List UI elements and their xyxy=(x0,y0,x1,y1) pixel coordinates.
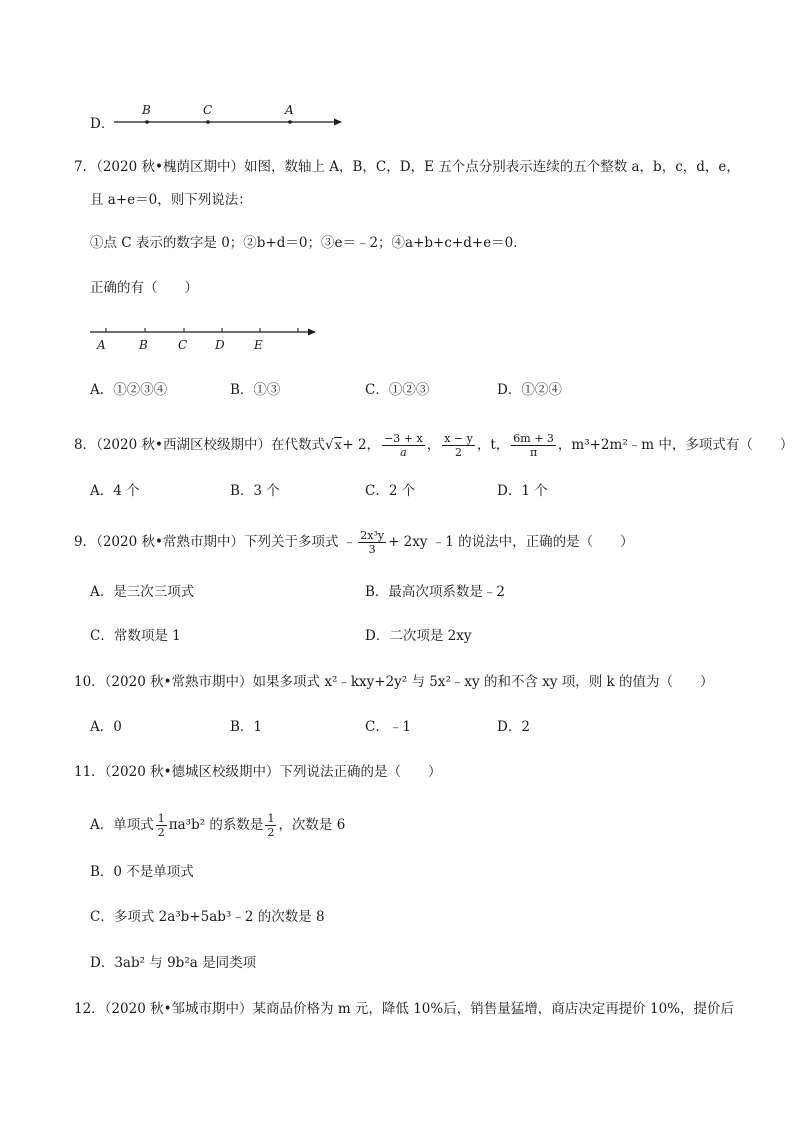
q8-fraction-3-denominator: π xyxy=(529,446,538,459)
q10-stem: 10．（2020 秋•常熟市期中）如果多项式 x²﹣kxy+2y² 与 5x²﹣xy 的和不含 xy 项，则 k 的值为（ ） xyxy=(74,674,714,690)
q8-sqrt-expression: √x xyxy=(324,437,342,453)
q7-point-c-label: C xyxy=(178,338,188,352)
q8-fraction-1-numerator: −3 + x xyxy=(384,432,423,445)
q8-sqrt-radicand: x xyxy=(334,438,342,452)
q11-option-a-mid: πa³b² 的系数是 xyxy=(168,817,264,833)
q9-stem xyxy=(74,522,634,562)
q7-point-b-label: B xyxy=(139,338,148,352)
q7-option-a[interactable]: A．①②③④ xyxy=(90,382,168,398)
q6-option-d-label: D． xyxy=(90,116,115,132)
q11-option-a-prefix: A．单项式 xyxy=(90,817,154,833)
q10-option-d[interactable]: D．2 xyxy=(497,719,530,735)
q8-option-d[interactable]: D．1 个 xyxy=(497,483,548,499)
q9-fraction-denominator: 3 xyxy=(368,543,376,556)
q8-fraction-1-denominator: a xyxy=(400,446,407,459)
q11-option-a-suffix: ，次数是 6 xyxy=(278,817,346,833)
q7-stem-line2: 且 a+e＝0，则下列说法： xyxy=(90,192,252,208)
q7-statements: ①点 C 表示的数字是 0；②b+d＝0；③e＝﹣2；④a+b+c+d+e＝0． xyxy=(90,235,527,251)
q9-option-d[interactable]: D．二次项是 2xy xyxy=(365,628,472,644)
q9-stem-prefix: 9．（2020 秋•常熟市期中）下列关于多项式 ﹣ xyxy=(74,534,357,550)
q11-option-a[interactable] xyxy=(90,805,345,845)
q8-after-sqrt: + 2， xyxy=(342,437,381,453)
q6-point-b-label: B xyxy=(142,103,151,117)
q7-ask: 正确的有（ ） xyxy=(90,280,198,296)
q6-point-c-label: C xyxy=(203,103,213,117)
q9-fraction-numerator: 2x³y xyxy=(360,529,385,542)
q6-number-line xyxy=(110,100,350,140)
q11-option-a-fraction-1-denominator: 2 xyxy=(157,826,165,839)
q8-stem-suffix: ，m³+2m²﹣m 中，多项式有（ ） xyxy=(557,437,794,453)
q9-fraction xyxy=(358,529,386,556)
q7-option-b[interactable]: B．①③ xyxy=(230,382,281,398)
q10-option-b[interactable]: B．1 xyxy=(230,719,263,735)
q12-stem: 12．（2020 秋•邹城市期中）某商品价格为 m 元，降低 10%后，销售量猛增，商店决定再提价 10%，提价后 xyxy=(74,1001,735,1017)
q11-option-a-fraction-2-denominator: 2 xyxy=(267,826,275,839)
q6-point-a-label: A xyxy=(285,103,294,117)
q11-option-a-fraction-2 xyxy=(265,812,276,839)
q7-option-c[interactable]: C．①②③ xyxy=(365,382,430,398)
q9-option-a[interactable]: A．是三次三项式 xyxy=(90,584,195,600)
q7-point-a-label: A xyxy=(97,338,106,352)
q8-fraction-2-denominator: 2 xyxy=(455,446,462,459)
q11-option-d[interactable]: D．3ab² 与 9b²a 是同类项 xyxy=(90,955,257,971)
q11-option-a-fraction-1 xyxy=(156,812,167,839)
q10-option-c[interactable]: C．﹣1 xyxy=(365,719,411,735)
q7-option-d[interactable]: D．①②④ xyxy=(497,382,562,398)
q10-option-a[interactable]: A．0 xyxy=(90,719,122,735)
q7-point-e-label: E xyxy=(254,338,263,352)
q8-fraction-2 xyxy=(442,432,475,459)
q11-option-a-fraction-2-numerator: 1 xyxy=(267,812,275,825)
q8-fraction-2-numerator: x − y xyxy=(444,432,473,445)
q8-option-a[interactable]: A．4 个 xyxy=(90,483,140,499)
q11-option-c[interactable]: C．多项式 2a³b+5ab³﹣2 的次数是 8 xyxy=(90,909,325,925)
q8-stem: 8．（2020 秋•西湖区校级期中）在代数式√x+ 2， $\frac{-3 + x}{a}$ ， $\frac{x - y}{2}$ ，t， $\frac{6m + 3}{\pi}$ ，m³+2m²﹣m 中，多项式有（ ） xyxy=(74,425,793,465)
q8-fraction-3 xyxy=(511,432,556,459)
q8-fraction-1 xyxy=(382,432,425,459)
q7-stem-line1: 7．（2020 秋•槐荫区期中）如图，数轴上 A，B，C，D，E 五个点分别表示连续的五个整数 a，b，c，d，e， xyxy=(74,159,740,175)
q7-point-d-label: D xyxy=(215,338,225,352)
q11-stem: 11．（2020 秋•德城区校级期中）下列说法正确的是（ ） xyxy=(74,764,442,780)
q11-option-a-fraction-1-numerator: 1 xyxy=(157,812,165,825)
q8-mid-t: ，t， xyxy=(476,437,510,453)
q8-option-b[interactable]: B．3 个 xyxy=(230,483,280,499)
q8-option-c[interactable]: C．2 个 xyxy=(365,483,416,499)
q7-number-line xyxy=(88,320,328,356)
q9-option-b[interactable]: B．最高次项系数是﹣2 xyxy=(365,584,506,600)
q8-stem-prefix: 8．（2020 秋•西湖区校级期中）在代数式 xyxy=(74,437,325,453)
q9-stem-suffix: + 2xy ﹣1 的说法中，正确的是（ ） xyxy=(388,534,634,550)
q11-option-b[interactable]: B．0 不是单项式 xyxy=(90,864,194,880)
q9-option-c[interactable]: C．常数项是 1 xyxy=(90,628,181,644)
q8-fraction-3-numerator: 6m + 3 xyxy=(513,432,554,445)
